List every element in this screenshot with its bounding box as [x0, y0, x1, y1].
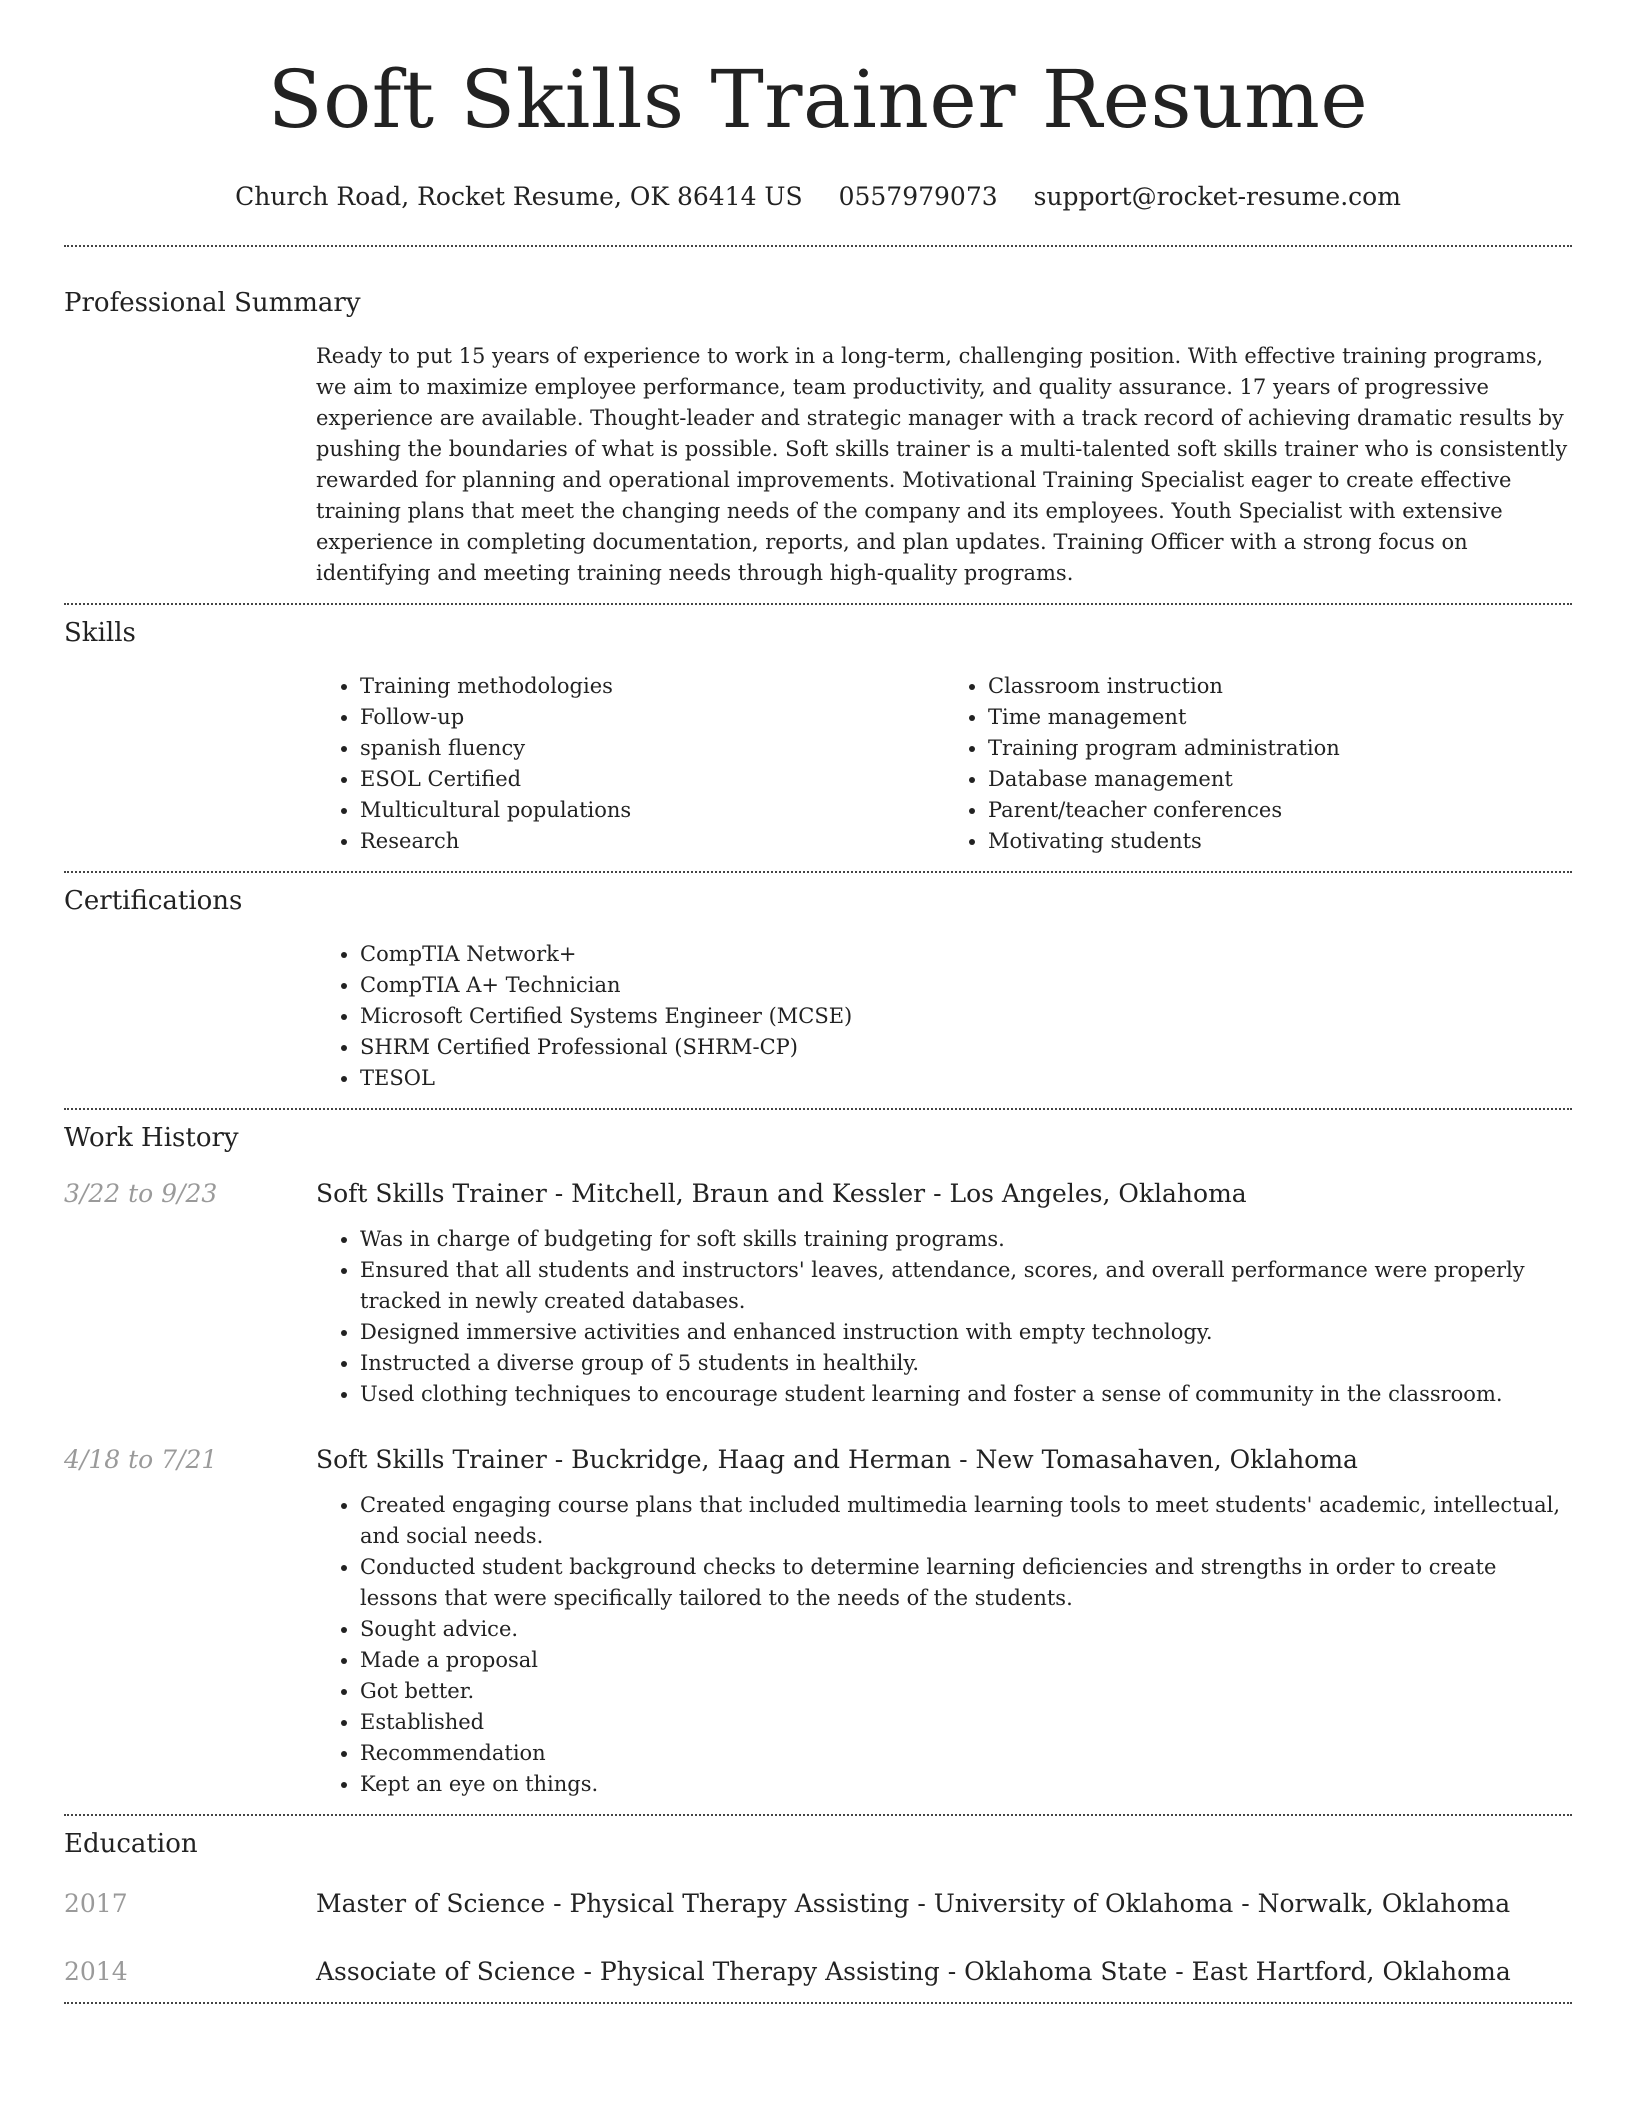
section-heading: Work History [64, 1123, 239, 1153]
job-bullet: • Created engaging course plans that included multimedia learning tools to meet students' academic, intellectual, and social needs. [360, 1490, 1572, 1552]
education-entry [64, 1956, 1572, 1988]
skill-item: • Motivating students [988, 826, 1572, 857]
skill-item: • Time management [988, 702, 1572, 733]
contact-address: Church Road, Rocket Resume, OK 86414 US [235, 182, 803, 211]
contact-line [64, 181, 1572, 213]
job-bullet: • Ensured that all students and instructors' leaves, attendance, scores, and overall performance were properly tracked in newly created databases. [360, 1255, 1572, 1317]
job-bullets [316, 1224, 1572, 1410]
job-bullet: • Designed immersive activities and enhanced instruction with empty technology. [360, 1317, 1572, 1348]
job-title: Soft Skills Trainer - Mitchell, Braun and Kessler - Los Angeles, Oklahoma [316, 1179, 1247, 1208]
divider [64, 2002, 1572, 2004]
job-dates: 3/22 to 9/23 [64, 1179, 218, 1208]
skills-list-left [316, 671, 944, 857]
skills-columns [316, 671, 1572, 857]
education-section [64, 1816, 1572, 2002]
skill-item: • ESOL Certified [360, 764, 944, 795]
education-degree: Master of Science - Physical Therapy Assisting - University of Oklahoma - Norwalk, Oklahoma [316, 1889, 1511, 1918]
certifications-content [316, 939, 1572, 1094]
certification-item: • SHRM Certified Professional (SHRM-CP) [360, 1032, 1572, 1063]
certifications-list [316, 939, 1572, 1094]
summary-text: Ready to put 15 years of experience to work in a long-term, challenging position. With effective training programs, we aim to maximize employee performance, team productivity, and quality assurance. 17 years of progressive experience are available. Thought-leader and strategic manager with a track record of achieving dramatic results by pushing the boundaries of what is possible. Soft skills trainer is a multi-talented soft skills trainer who is consistently rewarded for planning and operational improvements. Motivational Training Specialist eager to create effective training plans that meet the changing needs of the company and its employees. Youth Specialist with extensive experience in completing documentation, reports, and plan updates. Training Officer with a strong focus on identifying and meeting training needs through high-quality programs. [316, 344, 1568, 585]
job-dates: 4/18 to 7/21 [64, 1445, 218, 1474]
job-bullet: • Made a proposal [360, 1645, 1572, 1676]
skill-item: • Training methodologies [360, 671, 944, 702]
skill-item: • Parent/teacher conferences [988, 795, 1572, 826]
summary-section [64, 247, 1572, 603]
section-heading: Education [64, 1829, 198, 1859]
skill-item: • spanish fluency [360, 733, 944, 764]
education-entry [64, 1888, 1572, 1920]
job-bullet: • Was in charge of budgeting for soft skills training programs. [360, 1224, 1572, 1255]
skill-item: • Training program administration [988, 733, 1572, 764]
contact-phone: 0557979073 [838, 182, 998, 211]
job-entry [64, 1444, 1572, 1800]
certification-item: • CompTIA A+ Technician [360, 970, 1572, 1001]
job-bullet: • Used clothing techniques to encourage student learning and foster a sense of community in the classroom. [360, 1379, 1572, 1410]
certifications-section [64, 873, 1572, 1108]
skill-item: • Follow-up [360, 702, 944, 733]
education-degree: Associate of Science - Physical Therapy Assisting - Oklahoma State - East Hartford, Oklahoma [316, 1957, 1511, 1986]
job-title: Soft Skills Trainer - Buckridge, Haag and Herman - New Tomasahaven, Oklahoma [316, 1445, 1358, 1474]
job-bullet: • Established [360, 1707, 1572, 1738]
job-header [64, 1178, 1572, 1210]
certification-item: • CompTIA Network+ [360, 939, 1572, 970]
job-bullets [316, 1490, 1572, 1800]
work-history-section [64, 1110, 1572, 1814]
job-bullet: • Kept an eye on things. [360, 1769, 1572, 1800]
certification-item: • Microsoft Certified Systems Engineer (MCSE) [360, 1001, 1572, 1032]
skill-item: • Database management [988, 764, 1572, 795]
job-entry [64, 1178, 1572, 1410]
education-year: 2014 [64, 1957, 128, 1986]
skill-item: • Multicultural populations [360, 795, 944, 826]
skill-item: • Classroom instruction [988, 671, 1572, 702]
job-bullet: • Got better. [360, 1676, 1572, 1707]
skills-list-right [944, 671, 1572, 857]
job-bullet: • Conducted student background checks to determine learning deficiencies and strengths in order to create lessons that were specifically tailored to the needs of the students. [360, 1552, 1572, 1614]
job-bullet: • Recommendation [360, 1738, 1572, 1769]
job-bullet: • Sought advice. [360, 1614, 1572, 1645]
resume-title: Soft Skills Trainer Resume [267, 53, 1369, 146]
section-heading: Certifications [64, 886, 243, 916]
resume-page [64, 0, 1572, 2004]
section-heading: Skills [64, 618, 136, 648]
certification-item: • TESOL [360, 1063, 1572, 1094]
contact-email: support@rocket-resume.com [1033, 182, 1401, 211]
skills-section [64, 605, 1572, 871]
education-year: 2017 [64, 1889, 128, 1918]
section-heading: Professional Summary [64, 288, 361, 318]
job-bullet: • Instructed a diverse group of 5 students in healthily. [360, 1348, 1572, 1379]
skill-item: • Research [360, 826, 944, 857]
job-header [64, 1444, 1572, 1476]
